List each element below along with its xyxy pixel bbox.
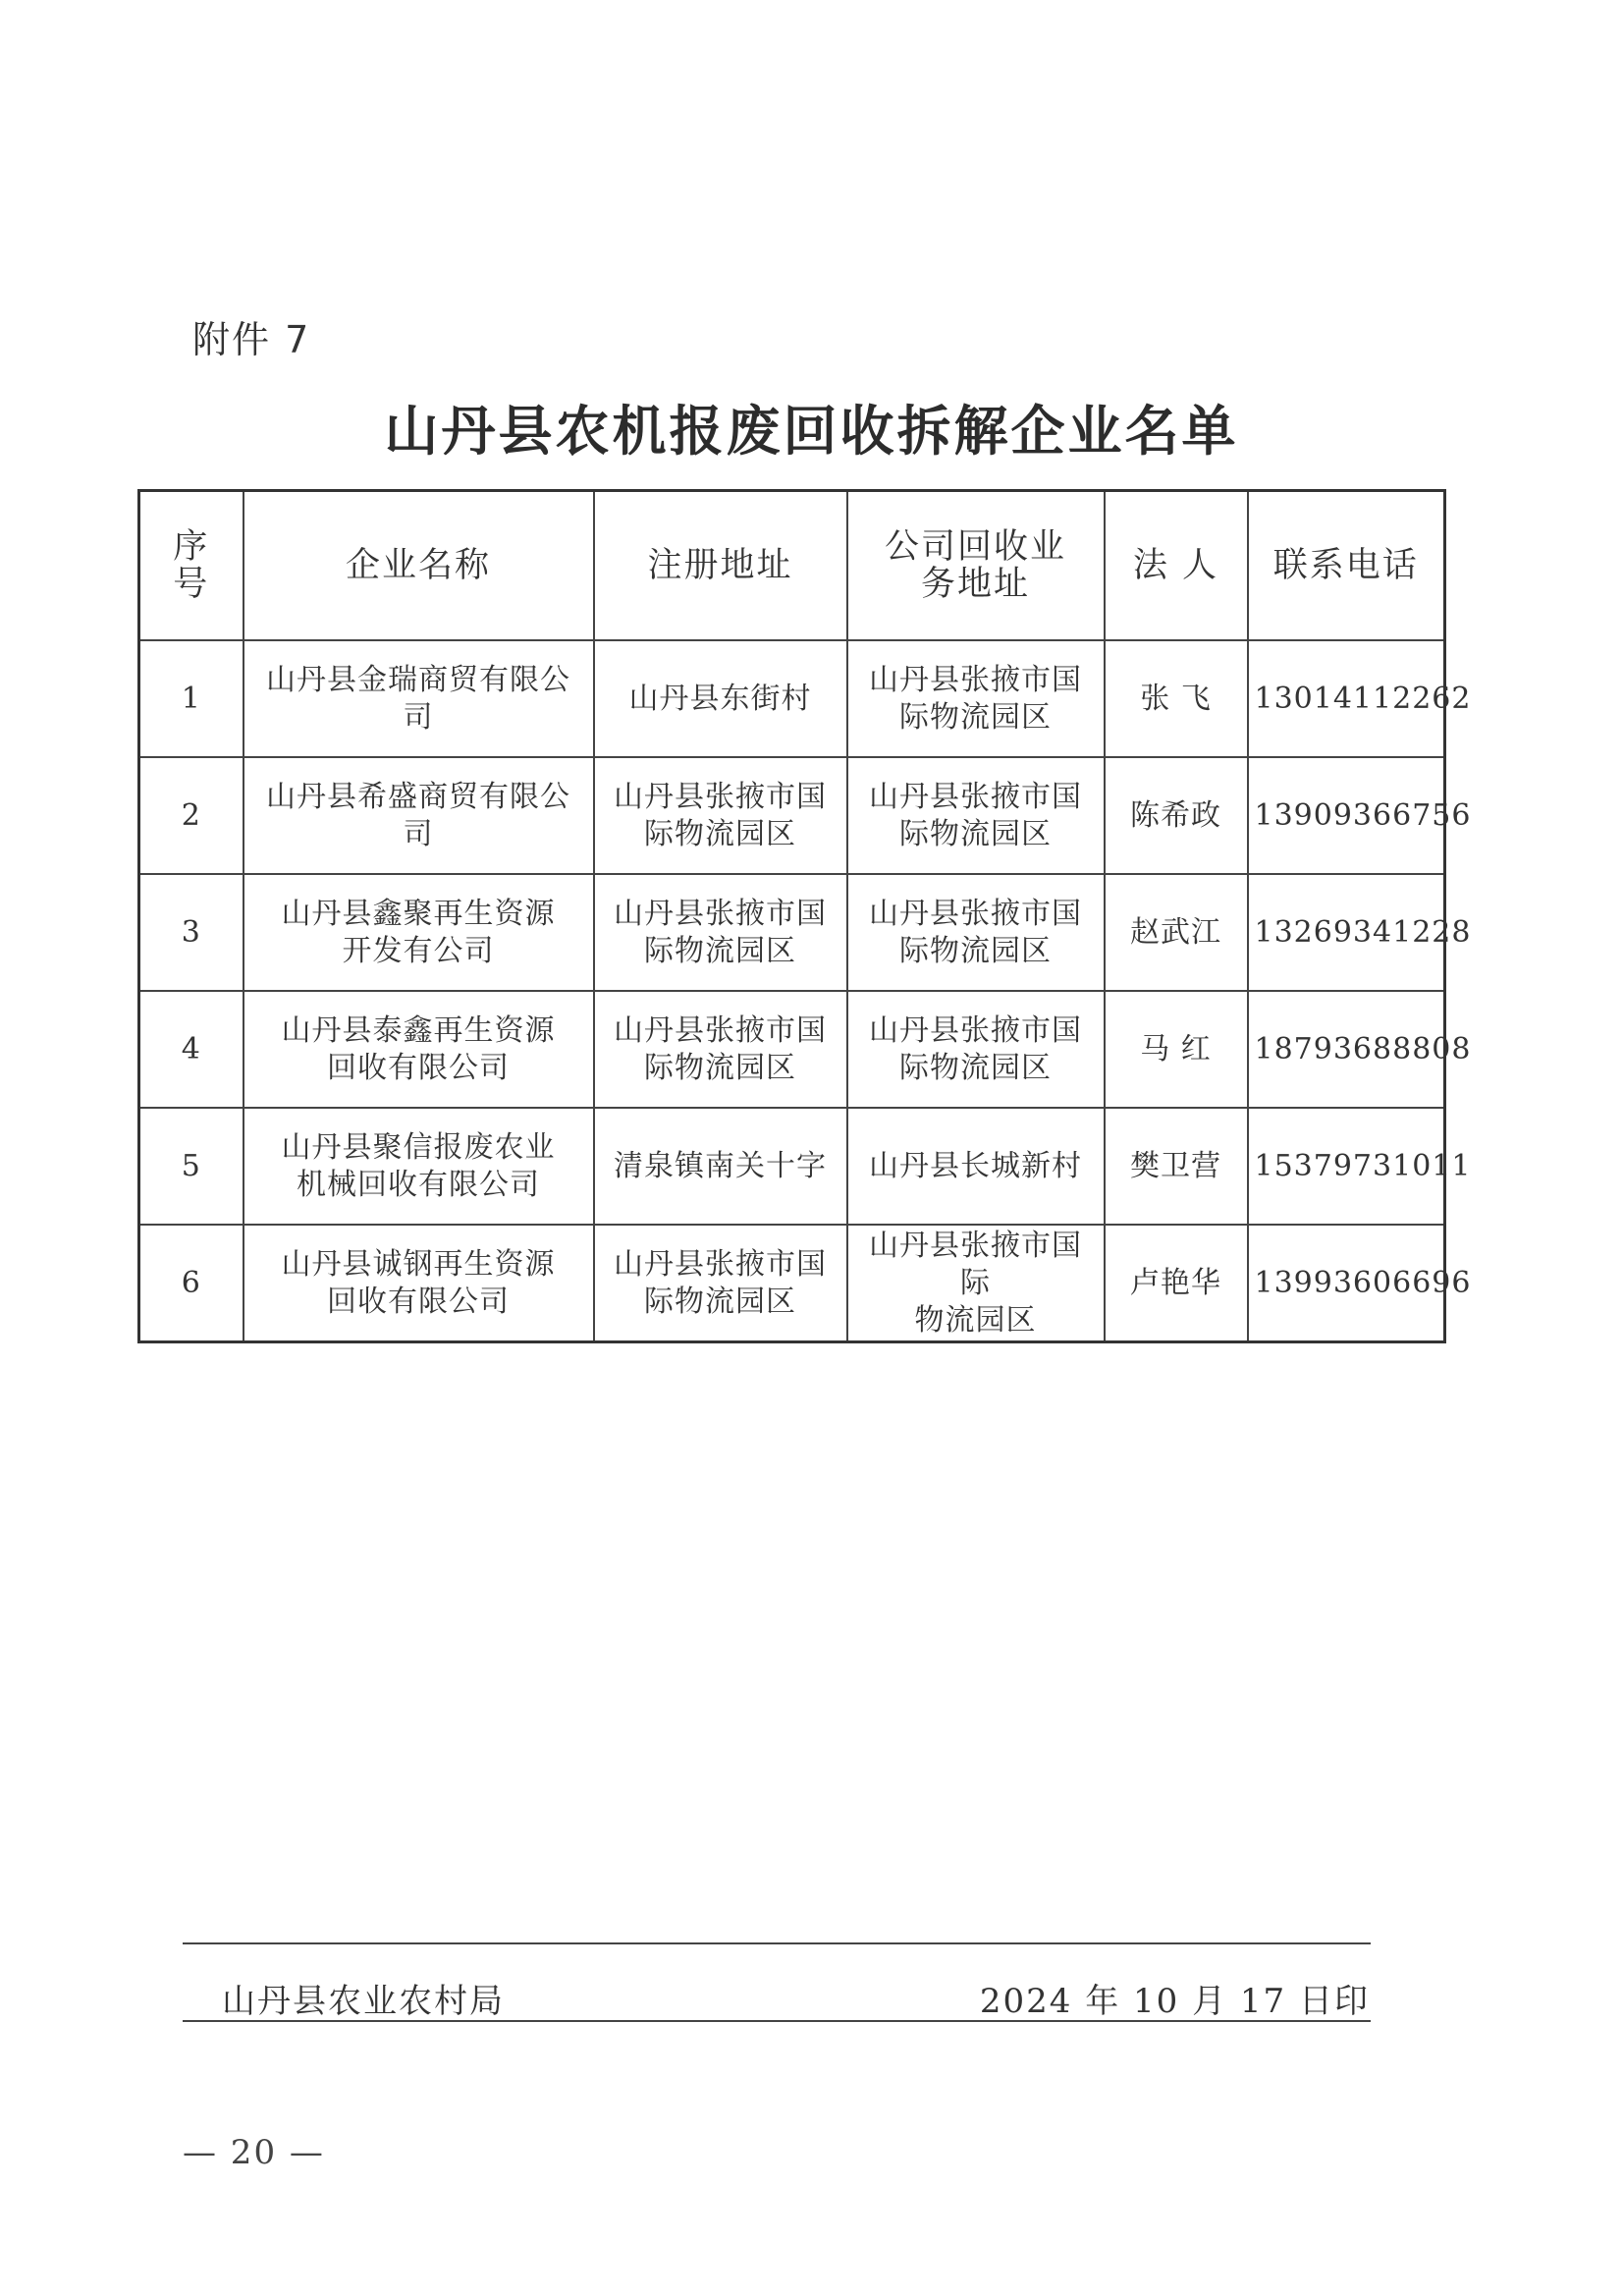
cell-legal-person: 马 红 [1105,991,1248,1108]
cell-biz-address: 山丹县张掖市国 际物流园区 [847,757,1105,874]
cell-reg-address: 山丹县张掖市国 际物流园区 [594,757,847,874]
cell-seq: 6 [139,1225,243,1342]
cell-legal-person: 陈希政 [1105,757,1248,874]
cell-legal-person: 卢艳华 [1105,1225,1248,1342]
cell-reg-address: 山丹县张掖市国 际物流园区 [594,991,847,1108]
cell-seq: 2 [139,757,243,874]
header-legal-person: 法 人 [1105,491,1248,641]
cell-phone: 18793688808 [1248,991,1445,1108]
cell-phone: 13993606696 [1248,1225,1445,1342]
table-row [139,991,1445,1108]
document-title: 山丹县农机报废回收拆解企业名单 [384,400,1239,463]
cell-company: 山丹县金瑞商贸有限公 司 [243,640,594,757]
cell-phone: 13014112262 [1248,640,1445,757]
table-header-row [139,491,1445,641]
page-number: — 20 — [183,2133,325,2172]
cell-legal-person: 赵武江 [1105,874,1248,991]
cell-biz-address: 山丹县张掖市国 际物流园区 [847,640,1105,757]
attachment-label: 附件 7 [192,318,311,361]
cell-biz-address: 山丹县张掖市国 际物流园区 [847,991,1105,1108]
table-row [139,874,1445,991]
enterprise-table [137,489,1472,1343]
header-biz-address: 公司回收业 务地址 [847,491,1105,641]
issuer-name: 山丹县农业农村局 [222,1982,505,2021]
cell-phone: 13909366756 [1248,757,1445,874]
footer-divider-top [183,1942,1371,1944]
cell-reg-address: 山丹县张掖市国 际物流园区 [594,874,847,991]
cell-company: 山丹县希盛商贸有限公 司 [243,757,594,874]
cell-legal-person: 樊卫营 [1105,1108,1248,1225]
cell-legal-person: 张 飞 [1105,640,1248,757]
footer-divider-bottom [183,2020,1371,2022]
header-company: 企业名称 [243,491,594,641]
cell-phone: 13269341228 [1248,874,1445,991]
cell-reg-address: 清泉镇南关十字 [594,1108,847,1225]
cell-reg-address: 山丹县东街村 [594,640,847,757]
cell-company: 山丹县聚信报废农业 机械回收有限公司 [243,1108,594,1225]
header-seq: 序 号 [139,491,243,641]
cell-phone: 15379731011 [1248,1108,1445,1225]
cell-reg-address: 山丹县张掖市国 际物流园区 [594,1225,847,1342]
cell-seq: 4 [139,991,243,1108]
cell-biz-address: 山丹县长城新村 [847,1108,1105,1225]
cell-company: 山丹县诚钢再生资源 回收有限公司 [243,1225,594,1342]
table-row [139,757,1445,874]
cell-seq: 5 [139,1108,243,1225]
table-row [139,640,1445,757]
cell-company: 山丹县鑫聚再生资源 开发有公司 [243,874,594,991]
cell-seq: 3 [139,874,243,991]
table-row [139,1225,1445,1342]
header-phone: 联系电话 [1248,491,1445,641]
print-date: 2024 年 10 月 17 日印 [979,1982,1370,2021]
cell-seq: 1 [139,640,243,757]
header-reg-address: 注册地址 [594,491,847,641]
cell-biz-address: 山丹县张掖市国 际物流园区 [847,874,1105,991]
cell-company: 山丹县泰鑫再生资源 回收有限公司 [243,991,594,1108]
table-row [139,1108,1445,1225]
cell-biz-address: 山丹县张掖市国 际 物流园区 [847,1225,1105,1342]
